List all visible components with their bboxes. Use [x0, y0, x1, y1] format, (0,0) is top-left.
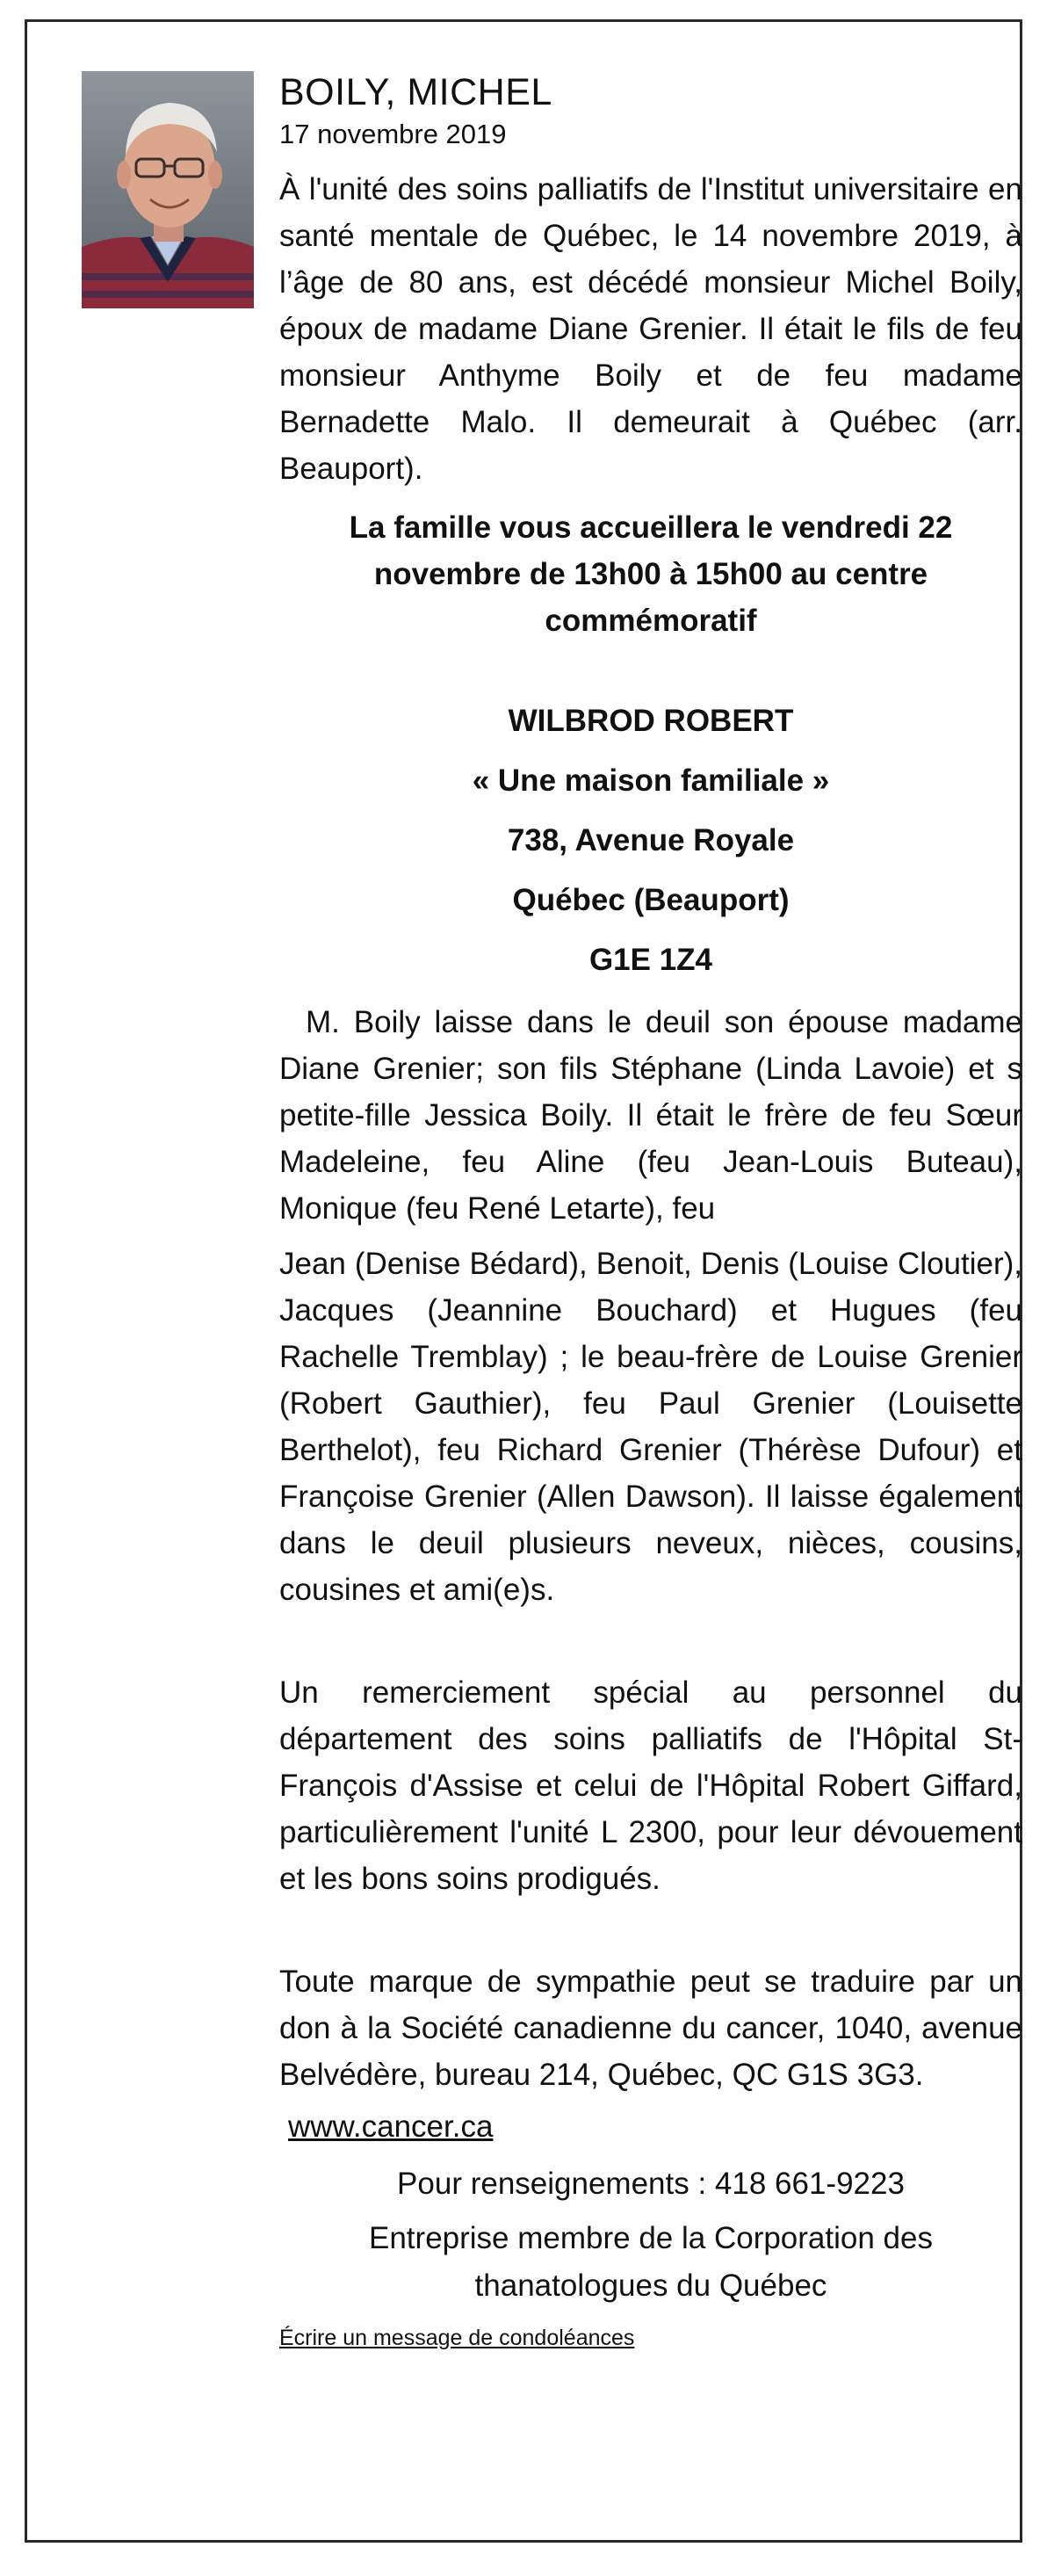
- obituary-card: [25, 19, 1022, 2543]
- deceased-name: BOILY, MICHEL: [279, 71, 552, 113]
- funeral-home-postal: G1E 1Z4: [588, 943, 713, 977]
- write-condolences-link[interactable]: Écrire un message de condoléances: [279, 2326, 635, 2350]
- visitation-notice: La famille vous accueillera le vendredi 22 novembre de 13h00 à 15h00 au centre commémoratif: [349, 510, 953, 638]
- intro-paragraph: À l'unité des soins palliatifs de l'Institut universitaire en santé mentale de Québec, le 14 novembre 2019, à l’âge de 80 ans, est décédé monsieur Michel Boily, époux de madame Diane Grenier. Il était le fils de feu monsieur Anthyme Boily et de feu madame Bernadette Malo. Il demeurait à Québec (arr. Beauport).: [279, 172, 1022, 486]
- funeral-home-name: WILBROD ROBERT: [508, 704, 794, 738]
- info-phone: Pour renseignements : 418 661-9223: [397, 2167, 905, 2201]
- funeral-home-street: 738, Avenue Royale: [507, 823, 795, 857]
- obituary-text: [279, 68, 1022, 2351]
- thanks-paragraph: Un remerciement spécial au personnel du département des soins palliatifs de l'Hôpital St-François d'Assise et celui de l'Hôpital Robert Giffard, particulièrement l'unité L 2300, pour leur dévouement et les bons soins prodigués.: [279, 1675, 1022, 1896]
- membership-note: Entreprise membre de la Corporation des thanatologues du Québec: [369, 2221, 933, 2303]
- survivors-paragraph-1: M. Boily laisse dans le deuil son épouse madame Diane Grenier; son fils Stéphane (Linda Lavoie) et s petite-fille Jessica Boily. Il était le frère de feu Sœur Madeleine, feu Aline (feu Jean-Louis Buteau), Monique (feu René Letarte), feu: [279, 1005, 1022, 1226]
- donation-paragraph: Toute marque de sympathie peut se traduire par un don à la Société canadienne du cancer, 1040, avenue Belvédère, bureau 214, Québec, QC G1S 3G3.: [279, 1965, 1022, 2092]
- publication-date: 17 novembre 2019: [279, 119, 507, 149]
- funeral-home-tagline: « Une maison familiale »: [472, 763, 830, 798]
- funeral-home-city: Québec (Beauport): [512, 883, 790, 917]
- portrait-photo: [82, 71, 254, 308]
- donation-link[interactable]: www.cancer.ca: [288, 2109, 494, 2144]
- survivors-paragraph-2: Jean (Denise Bédard), Benoit, Denis (Louise Cloutier), Jacques (Jeannine Bouchard) et Hugues (feu Rachelle Tremblay) ; le beau-frère de Louise Grenier (Robert Gauthier), feu Paul Grenier (Louisette Berthelot), feu Richard Grenier (Thérèse Dufour) et Françoise Grenier (Allen Dawson). Il laisse également dans le deuil plusieurs neveux, nièces, cousins, cousines et ami(e)s.: [279, 1247, 1022, 1607]
